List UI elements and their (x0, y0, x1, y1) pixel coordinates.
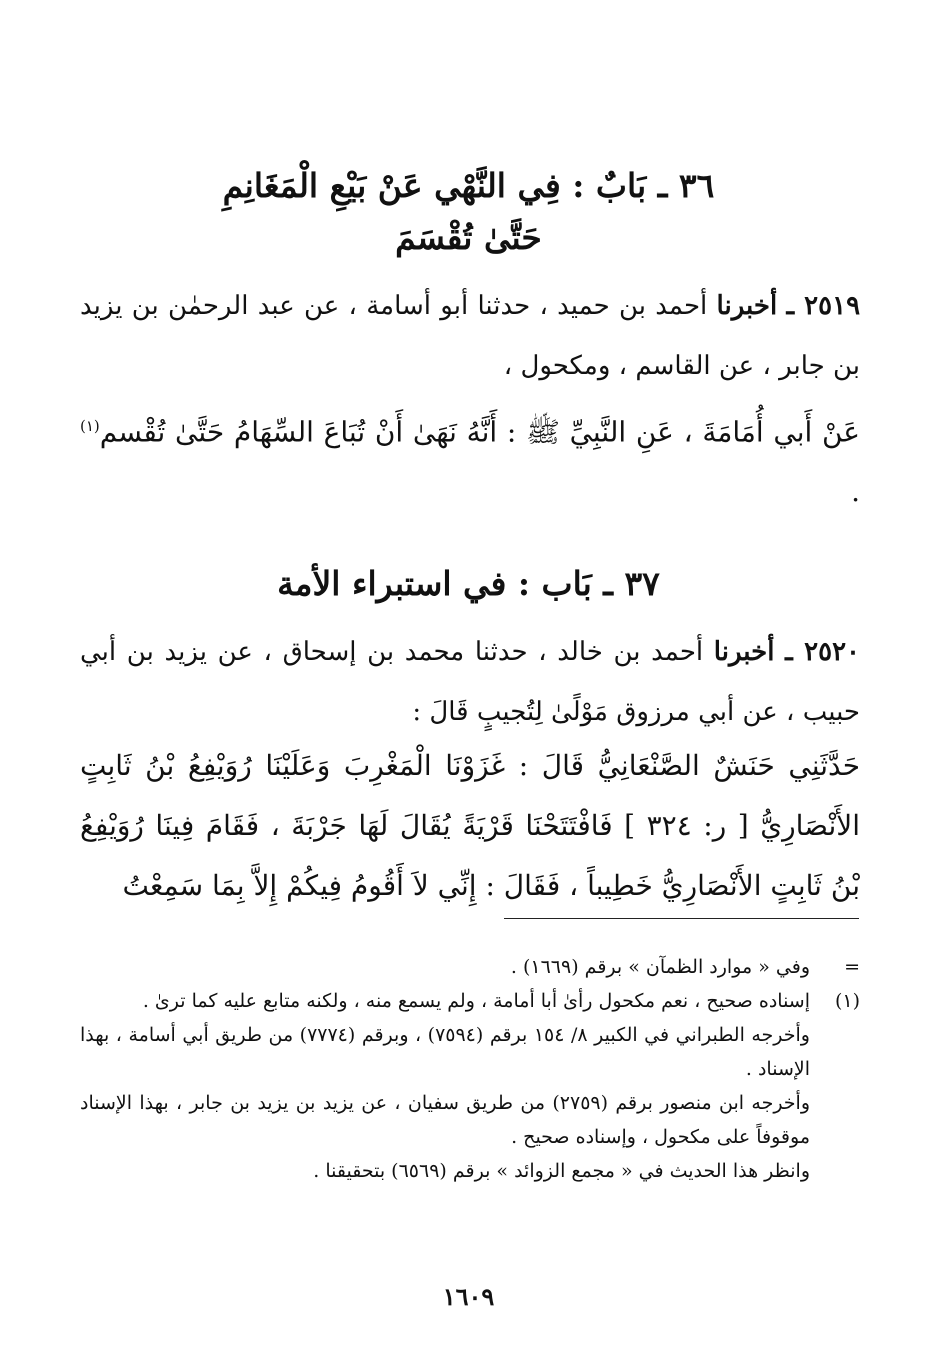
footnote-text: وأخرجه الطبراني في الكبير ٨/ ١٥٤ برقم (٧٥٩٤) ، وبرقم (٧٧٧٤) من طريق أبي أسامة ، بهذا الإسناد . (80, 1024, 810, 1080)
hadith-2519-matn (80, 396, 860, 522)
chapter-37-title: ٣٧ ـ بَاب : في استبراء الأمة (277, 564, 660, 603)
footnote-item (80, 1086, 860, 1154)
akhbarana-word: أخبرنا (713, 637, 775, 667)
isnad-text: أحمد بن خالد ، حدثنا محمد بن إسحاق ، عن يزيد بن أبي حبيب ، عن أبي مرزوق مَوْلًىٰ لِتُجيبٍ قَالَ : (80, 637, 860, 727)
footnote-marker (810, 1086, 860, 1154)
footnote-marker: (١) (80, 417, 100, 435)
chapter-36-title-line2: حَتَّىٰ تُقْسَمَ (395, 218, 542, 257)
hadith-2519-isnad (80, 276, 860, 396)
matn-text: حَدَّثَنِي حَنَشٌ الصَّنْعَانِيُّ قَالَ : غَزَوْنَا الْمَغْرِبَ وَعَلَيْنَا رُوَيْفِعُ بْنُ ثَابِتٍ الأَنْصَارِيُّ [ ر: ٣٢٤ ] فَافْتَتَحْنَا قَرْيَةً يُقَالَ لَهَا جَرْبَةَ ، فَقَامَ فِينَا رُوَيْفِعُ بْنُ ثَابِتٍ الأَنْصَارِيُّ خَطِيباً ، فَقَالَ : إِنِّي لاَ أَقُومُ فِيكُمْ إِلاَّ بِمَا سَمِعْتُ (80, 749, 860, 902)
footnotes (80, 950, 860, 1188)
akhbarana-word: أخبرنا (716, 291, 778, 321)
footnote-item (80, 1154, 860, 1188)
footnote-separator (504, 918, 859, 919)
footnote-marker (810, 1018, 860, 1086)
footnote-item (80, 950, 860, 984)
footnote-item (80, 1018, 860, 1086)
chapter-37-heading (80, 558, 857, 610)
hadith-2520-isnad (80, 622, 860, 742)
footnote-marker: = (844, 956, 860, 978)
chapter-36-heading (80, 160, 857, 264)
hadith-number: ٢٥١٩ ـ (786, 291, 861, 321)
hadith-2520-matn (80, 736, 860, 916)
isnad-text: أحمد بن حميد ، حدثنا أبو أسامة ، عن عبد الرحمٰن بن يزيد بن جابر ، عن القاسم ، ومكحول ، (80, 291, 860, 381)
footnote-text: إسناده صحيح ، نعم مكحول رأىٰ أبا أمامة ، ولم يسمع منه ، ولكنه متابع عليه كما ترىٰ . (142, 990, 810, 1012)
matn-text: عَنْ أَبي أُمَامَةَ ، عَنِ النَّبِيِّ ﷺ : أَنَّهُ نَهَىٰ أَنْ تُبَاعَ السِّهَامُ حَتَّىٰ تُقْسم (99, 415, 860, 449)
chapter-36-title-line1: ٣٦ ـ بَابٌ : فِي النَّهْي عَنْ بَيْعِ الْمَغَانِمِ (222, 166, 715, 205)
hadith-number: ٢٥٢٠ ـ (785, 637, 861, 667)
page-number: ١٦٠٩ (442, 1282, 495, 1311)
footnote-marker (810, 1154, 860, 1188)
footnote-text: وأخرجه ابن منصور برقم (٢٧٥٩) من طريق سفيان ، عن يزيد بن يزيد بن جابر ، بهذا الإسناد موقوفاً على مكحول ، وإسناده صحيح . (80, 1092, 810, 1148)
footnote-item (80, 984, 860, 1018)
matn-end: . (851, 475, 860, 509)
footnote-text: وفي « موارد الظمآن » برقم (١٦٦٩) . (510, 956, 810, 978)
footnote-marker: (١) (834, 990, 860, 1012)
footnote-text: وانظر هذا الحديث في « مجمع الزوائد » برقم (٦٥٦٩) بتحقيقنا . (313, 1160, 810, 1182)
